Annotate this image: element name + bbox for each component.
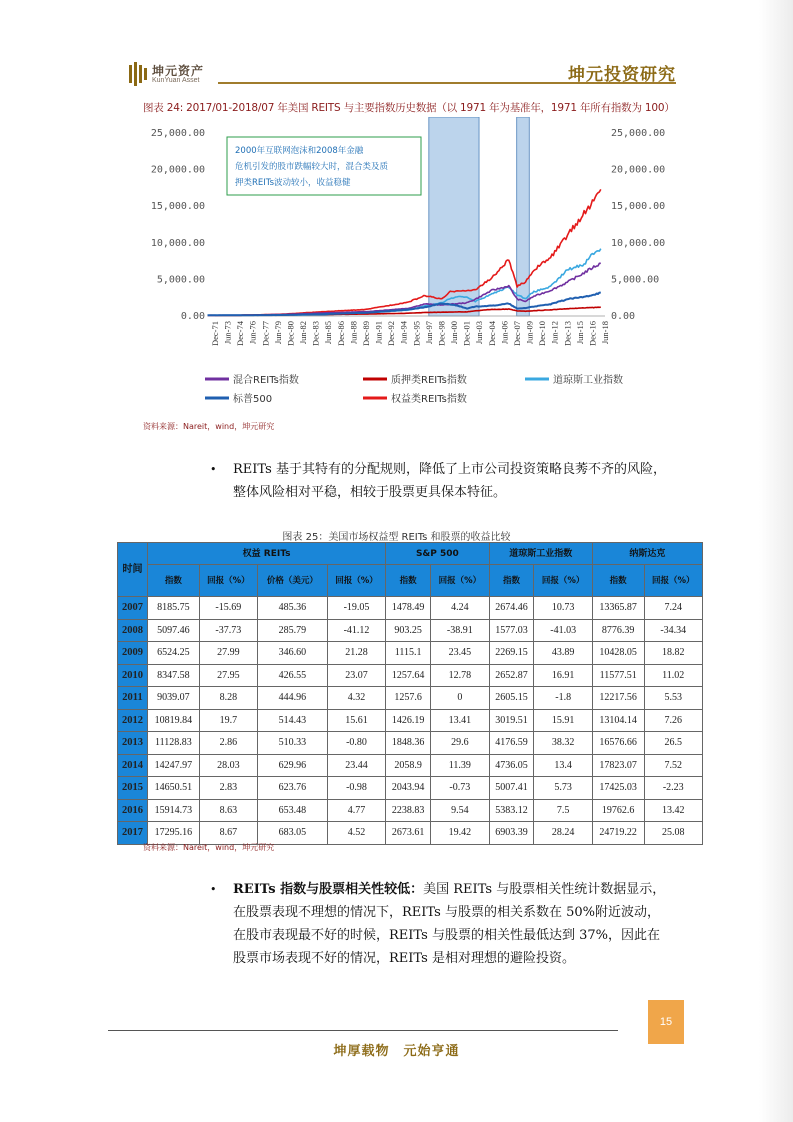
value-cell: 7.24: [644, 597, 703, 620]
bullet-1-line-2: 整体风险相对平稳，相较于股票更具保本特征。: [233, 485, 507, 500]
x-tick-label: Dec-10: [537, 321, 548, 347]
legend-label: 标普500: [233, 394, 273, 405]
logo-mark-icon: [128, 62, 148, 86]
x-tick-label: Dec-98: [436, 321, 447, 347]
sub-header-2: 价格（美元）: [258, 565, 328, 597]
x-tick-label: Dec-77: [260, 321, 271, 347]
x-tick-label: Dec-04: [486, 321, 497, 347]
value-cell: 12.78: [431, 664, 489, 687]
value-cell: 13104.14: [592, 709, 644, 732]
value-cell: 6903.39: [489, 822, 534, 845]
value-cell: 28.03: [199, 754, 257, 777]
value-cell: -34.34: [644, 619, 703, 642]
value-cell: 7.52: [644, 754, 703, 777]
value-cell: 5097.46: [148, 619, 200, 642]
sub-header-5: 回报（%）: [431, 565, 489, 597]
value-cell: 19.42: [431, 822, 489, 845]
value-cell: 16.91: [534, 664, 592, 687]
value-cell: 683.05: [258, 822, 328, 845]
legend-label: 混合REITs指数: [233, 375, 299, 386]
x-tick-label: Dec-92: [386, 321, 397, 347]
value-cell: 5383.12: [489, 799, 534, 822]
sub-header-0: 指数: [148, 565, 200, 597]
value-cell: 10428.05: [592, 642, 644, 665]
year-cell: 2011: [118, 687, 148, 710]
x-tick-label: Dec-16: [587, 321, 598, 347]
returns-table: [117, 542, 703, 845]
value-cell: 1115.1: [386, 642, 431, 665]
table-row: [118, 709, 703, 732]
value-cell: 11.39: [431, 754, 489, 777]
value-cell: 4.77: [327, 799, 385, 822]
value-cell: 15914.73: [148, 799, 200, 822]
y-tick-label-right: 0.00: [611, 311, 636, 322]
y-tick-label-right: 5,000.00: [611, 274, 660, 286]
figure-24-caption: 图表 24: 2017/01-2018/07 年美国 REITS 与主要指数历史数据（以 1971 年为基准年，1971 年所有指数为 100）: [143, 102, 675, 114]
value-cell: 285.79: [258, 619, 328, 642]
value-cell: -37.73: [199, 619, 257, 642]
y-tick-label-left: 10,000.00: [150, 237, 205, 249]
value-cell: 27.95: [199, 664, 257, 687]
value-cell: 444.96: [258, 687, 328, 710]
bullet-1-line-1: REITs 基于其特有的分配规则，降低了上市公司投资策略良莠不齐的风险，: [233, 462, 666, 477]
line-chart: [143, 117, 676, 415]
legend-label: 道琼斯工业指数: [553, 375, 623, 386]
value-cell: 9.54: [431, 799, 489, 822]
year-cell: 2009: [118, 642, 148, 665]
value-cell: 2.86: [199, 732, 257, 755]
y-tick-label-left: 20,000.00: [150, 164, 205, 176]
year-cell: 2017: [118, 822, 148, 845]
x-tick-label: Dec-71: [210, 321, 220, 347]
value-cell: 2238.83: [386, 799, 431, 822]
group-header-nasdaq: 纳斯达克: [592, 543, 702, 565]
value-cell: 4.32: [327, 687, 385, 710]
logo-english-text: KunYuan Asset: [152, 77, 200, 84]
value-cell: 11.02: [644, 664, 703, 687]
annotation-line-2: 危机引发的股市跌幅较大时，混合类及质: [235, 162, 389, 172]
table-row: [118, 754, 703, 777]
table-row: [118, 619, 703, 642]
x-tick-label: Jun-91: [373, 321, 384, 345]
value-cell: 5007.41: [489, 777, 534, 800]
value-cell: 8.28: [199, 687, 257, 710]
x-tick-label: Jun-76: [247, 321, 258, 345]
value-cell: 2673.61: [386, 822, 431, 845]
y-tick-label-right: 25,000.00: [611, 128, 666, 139]
value-cell: 2652.87: [489, 664, 534, 687]
x-tick-label: Dec-74: [235, 321, 246, 347]
value-cell: 903.25: [386, 619, 431, 642]
value-cell: 485.36: [258, 597, 328, 620]
value-cell: 13.42: [644, 799, 703, 822]
value-cell: 5.73: [534, 777, 592, 800]
value-cell: -1.8: [534, 687, 592, 710]
bullet-2-line-1: [233, 878, 693, 901]
value-cell: 23.07: [327, 664, 385, 687]
value-cell: 16576.66: [592, 732, 644, 755]
value-cell: 0: [431, 687, 489, 710]
year-column-header: 时间: [118, 543, 148, 597]
value-cell: 10.73: [534, 597, 592, 620]
y-tick-label-left: 5,000.00: [156, 274, 205, 286]
value-cell: 4.24: [431, 597, 489, 620]
x-tick-label: Dec-95: [411, 321, 422, 347]
y-tick-label-left: 0.00: [180, 311, 205, 322]
value-cell: 24719.22: [592, 822, 644, 845]
sub-header-6: 指数: [489, 565, 534, 597]
value-cell: 7.5: [534, 799, 592, 822]
value-cell: 38.32: [534, 732, 592, 755]
table-25-caption: 图表 25：美国市场权益型 REITs 和股票的收益比较: [282, 532, 511, 543]
sub-header-3: 回报（%）: [327, 565, 385, 597]
year-cell: 2013: [118, 732, 148, 755]
annotation-line-3: 押类REITs波动较小，收益稳健: [235, 178, 351, 188]
value-cell: 7.26: [644, 709, 703, 732]
year-cell: 2010: [118, 664, 148, 687]
bullet-2-line-2: 在股票表现不理想的情况下，REITs 与股票的相关系数在 50%附近波动，: [233, 905, 660, 920]
value-cell: 12217.56: [592, 687, 644, 710]
year-cell: 2014: [118, 754, 148, 777]
year-cell: 2008: [118, 619, 148, 642]
logo-chinese-text: 坤元资产: [152, 64, 205, 78]
series-line-4: [208, 189, 601, 315]
legend-label: 权益类REITs指数: [391, 394, 467, 405]
bullet-paragraph-2: [210, 878, 693, 970]
value-cell: 8.63: [199, 799, 257, 822]
value-cell: 23.45: [431, 642, 489, 665]
figure-24-source: 资料来源：Nareit，wind，坤元研究: [143, 422, 275, 431]
sub-header-7: 回报（%）: [534, 565, 592, 597]
value-cell: -15.69: [199, 597, 257, 620]
x-tick-label: Jun-94: [398, 321, 409, 345]
table-row: [118, 777, 703, 800]
value-cell: 43.89: [534, 642, 592, 665]
page-edge-shadow: [759, 0, 793, 1122]
x-tick-label: Jun-18: [600, 321, 610, 345]
value-cell: 623.76: [258, 777, 328, 800]
value-cell: -0.80: [327, 732, 385, 755]
value-cell: 8776.39: [592, 619, 644, 642]
sub-header-4: 指数: [386, 565, 431, 597]
value-cell: 8.67: [199, 822, 257, 845]
x-tick-label: Jun-97: [423, 321, 434, 345]
value-cell: -2.23: [644, 777, 703, 800]
value-cell: 10819.84: [148, 709, 200, 732]
bullet-paragraph-1: [210, 458, 693, 504]
value-cell: 4736.05: [489, 754, 534, 777]
value-cell: 19762.6: [592, 799, 644, 822]
value-cell: 2674.46: [489, 597, 534, 620]
value-cell: 19.7: [199, 709, 257, 732]
value-cell: 4.52: [327, 822, 385, 845]
value-cell: 8347.58: [148, 664, 200, 687]
x-tick-label: Jun-85: [323, 321, 334, 345]
year-cell: 2012: [118, 709, 148, 732]
value-cell: 2605.15: [489, 687, 534, 710]
value-cell: 14247.97: [148, 754, 200, 777]
value-cell: 2.83: [199, 777, 257, 800]
page-number: 15: [648, 1000, 684, 1044]
value-cell: 13.4: [534, 754, 592, 777]
value-cell: 2043.94: [386, 777, 431, 800]
annotation-line-1: 2000年互联网泡沫和2008年金融: [235, 146, 364, 156]
y-tick-label-right: 20,000.00: [611, 164, 666, 176]
value-cell: 1478.49: [386, 597, 431, 620]
group-header-equity-reits: 权益 REITs: [148, 543, 386, 565]
sub-header-1: 回报（%）: [199, 565, 257, 597]
x-tick-label: Jun-73: [222, 321, 233, 345]
group-header-sp500: S&P 500: [386, 543, 489, 565]
value-cell: 426.55: [258, 664, 328, 687]
x-tick-label: Dec-89: [360, 321, 371, 347]
table-row: [118, 597, 703, 620]
value-cell: 26.5: [644, 732, 703, 755]
value-cell: 13365.87: [592, 597, 644, 620]
x-tick-label: Jun-03: [474, 321, 485, 345]
y-tick-label-left: 15,000.00: [150, 201, 205, 213]
table-row: [118, 799, 703, 822]
footer-motto: 坤厚载物 元始亨通: [333, 1044, 460, 1059]
value-cell: 6524.25: [148, 642, 200, 665]
bullet-2-bold-lead: REITs 指数与股票相关性较低：: [233, 882, 424, 897]
value-cell: 23.44: [327, 754, 385, 777]
value-cell: 21.28: [327, 642, 385, 665]
value-cell: 1257.6: [386, 687, 431, 710]
value-cell: -41.12: [327, 619, 385, 642]
value-cell: 1577.03: [489, 619, 534, 642]
year-cell: 2007: [118, 597, 148, 620]
bullet-dot-icon: •: [210, 883, 217, 896]
year-cell: 2015: [118, 777, 148, 800]
x-tick-label: Dec-83: [310, 321, 321, 347]
year-cell: 2016: [118, 799, 148, 822]
value-cell: -38.91: [431, 619, 489, 642]
value-cell: 29.6: [431, 732, 489, 755]
value-cell: 5.53: [644, 687, 703, 710]
value-cell: 14650.51: [148, 777, 200, 800]
value-cell: 1426.19: [386, 709, 431, 732]
table-row: [118, 687, 703, 710]
value-cell: 15.91: [534, 709, 592, 732]
group-header-dow: 道琼斯工业指数: [489, 543, 592, 565]
x-tick-label: Jun-00: [449, 321, 460, 345]
value-cell: 11577.51: [592, 664, 644, 687]
bullet-2-line-3: 在股市表现最不好的时候，REITs 与股票的相关性最低达到 37%，因此在: [233, 928, 660, 943]
value-cell: 13.41: [431, 709, 489, 732]
value-cell: -0.73: [431, 777, 489, 800]
x-tick-label: Dec-13: [562, 321, 573, 347]
footer-rule: [108, 1030, 618, 1031]
x-tick-label: Dec-07: [511, 321, 522, 347]
value-cell: 3019.51: [489, 709, 534, 732]
shaded-period-0: [429, 117, 479, 316]
value-cell: 510.33: [258, 732, 328, 755]
value-cell: 25.08: [644, 822, 703, 845]
value-cell: 17823.07: [592, 754, 644, 777]
x-tick-label: Jun-79: [272, 321, 283, 345]
table-row: [118, 642, 703, 665]
value-cell: 9039.07: [148, 687, 200, 710]
x-tick-label: Dec-86: [335, 321, 346, 347]
value-cell: 17295.16: [148, 822, 200, 845]
value-cell: 346.60: [258, 642, 328, 665]
table-25-source: 资料来源：Nareit，wind，坤元研究: [143, 843, 275, 852]
value-cell: 653.48: [258, 799, 328, 822]
x-tick-label: Dec-80: [285, 321, 296, 347]
table-row: [118, 822, 703, 845]
x-tick-label: Jun-82: [298, 321, 309, 345]
chart-annotation-box: [227, 137, 421, 195]
value-cell: 18.82: [644, 642, 703, 665]
x-tick-label: Dec-01: [461, 321, 472, 347]
value-cell: 514.43: [258, 709, 328, 732]
value-cell: 1257.64: [386, 664, 431, 687]
bullet-2-line-4: 股票市场表现不好的情况，REITs 是相对理想的避险投资。: [233, 951, 575, 966]
y-tick-label-left: 25,000.00: [150, 128, 205, 139]
sub-header-8: 指数: [592, 565, 644, 597]
page-header: [128, 60, 676, 90]
table-row: [118, 664, 703, 687]
series-line-3: [208, 293, 601, 316]
bullet-dot-icon: •: [210, 463, 217, 476]
x-tick-label: Jun-15: [574, 321, 585, 345]
company-logo: [128, 60, 218, 88]
value-cell: 28.24: [534, 822, 592, 845]
value-cell: -19.05: [327, 597, 385, 620]
value-cell: 8185.75: [148, 597, 200, 620]
x-tick-label: Jun-88: [348, 321, 359, 345]
value-cell: 2269.15: [489, 642, 534, 665]
sub-header-9: 回报（%）: [644, 565, 703, 597]
value-cell: 27.99: [199, 642, 257, 665]
value-cell: 1848.36: [386, 732, 431, 755]
value-cell: 11128.83: [148, 732, 200, 755]
value-cell: 15.61: [327, 709, 385, 732]
x-tick-label: Jun-09: [524, 321, 535, 345]
y-tick-label-right: 15,000.00: [611, 201, 666, 213]
value-cell: 2058.9: [386, 754, 431, 777]
report-series-title: 坤元投资研究: [568, 65, 676, 85]
value-cell: -41.03: [534, 619, 592, 642]
figure-24-chart: [143, 117, 676, 415]
x-tick-label: Jun-06: [499, 321, 510, 345]
bullet-2-line-1-text: 美国 REITs 与股票相关性统计数据显示，: [423, 882, 666, 897]
legend-label: 质押类REITs指数: [391, 375, 467, 386]
table-row: [118, 732, 703, 755]
value-cell: 17425.03: [592, 777, 644, 800]
value-cell: -0.98: [327, 777, 385, 800]
y-tick-label-right: 10,000.00: [611, 237, 666, 249]
value-cell: 4176.59: [489, 732, 534, 755]
value-cell: 629.96: [258, 754, 328, 777]
x-tick-label: Jun-12: [549, 321, 560, 345]
